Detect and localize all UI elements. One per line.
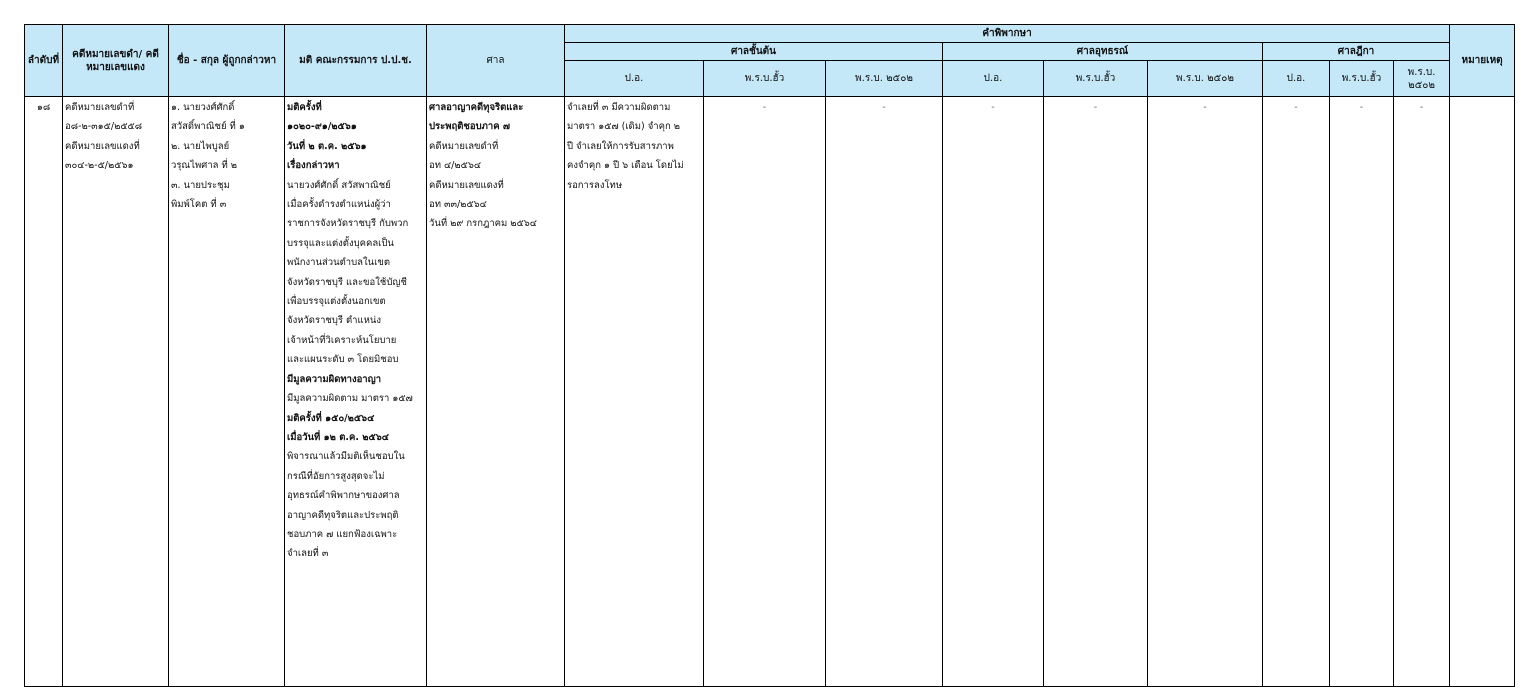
- header-court: ศาล: [427, 25, 565, 97]
- court-line: อท ๔/๒๕๖๔: [429, 160, 482, 172]
- resolution-line: เพื่อบรรจุแต่งตั้งนอกเขต: [287, 296, 386, 308]
- resolution-line: มีมูลความผิดตาม มาตรา ๑๕๗: [287, 393, 413, 405]
- header-case-numbers: คดีหมายเลขดำ/ คดีหมายเลขแดง: [63, 25, 169, 97]
- row-supreme-prb-2502: -: [1394, 97, 1450, 687]
- row-first-po: [565, 97, 704, 687]
- row-nacc-resolution: [285, 97, 427, 687]
- row-appeal-prb-2502: -: [1148, 97, 1263, 687]
- table-row: [25, 97, 1515, 687]
- court-line: ประพฤติชอบภาค ๗: [429, 121, 511, 133]
- header-first-prb-2502: พ.ร.บ. ๒๕๐๒: [826, 61, 943, 97]
- court-line: อท ๓๓/๒๕๖๔: [429, 199, 487, 211]
- header-order: ลำดับที่: [25, 25, 63, 97]
- row-first-prb-2502: -: [826, 97, 943, 687]
- row-remarks: [1450, 97, 1515, 687]
- resolution-line: ๑๐๒๐-๙๑/๒๕๖๑: [287, 121, 357, 133]
- court-line: ศาลอาญาคดีทุจริตและ: [429, 102, 524, 113]
- resolution-line: ราชการจังหวัดราชบุรี กับพวก: [287, 218, 409, 230]
- header-supreme-prb-hua: พ.ร.บ.ฮั้ว: [1330, 61, 1394, 97]
- resolution-line: พิจารณาแล้วมีมติเห็นชอบใน: [287, 451, 405, 463]
- judgment-table: [24, 24, 1515, 687]
- header-name: ชื่อ - สกุล ผู้ถูกกล่าวหา: [169, 25, 285, 97]
- row-supreme-prb-hua: -: [1330, 97, 1394, 687]
- resolution-line: พนักงานส่วนตำบลในเขต: [287, 257, 391, 269]
- judgment-line: จำเลยที่ ๓ มีความผิดตาม: [567, 102, 671, 113]
- header-supreme-po: ป.อ.: [1263, 61, 1330, 97]
- row-case-numbers: [63, 97, 169, 687]
- name-line: สวัสดิ์พาณิชย์ ที่ ๑: [171, 121, 245, 133]
- judgment-line: ปี จำเลยให้การรับสารภาพ: [567, 140, 674, 152]
- resolution-line: เมื่อครั้งดำรงตำแหน่งผู้ว่า: [287, 199, 391, 211]
- header-appeal-prb-hua: พ.ร.บ.ฮั้ว: [1044, 61, 1148, 97]
- resolution-line: ชอบภาค ๗ แยกฟ้องเฉพาะ: [287, 528, 398, 540]
- row-first-prb-hua: -: [704, 97, 826, 687]
- row-appeal-prb-hua: -: [1044, 97, 1148, 687]
- judgment-line: รอการลงโทษ: [567, 179, 623, 191]
- name-line: ๑. นายวงศ์ศักดิ์: [171, 102, 235, 113]
- name-line: ๒. นายไพบูลย์: [171, 140, 230, 152]
- resolution-line: มติครั้งที่: [287, 102, 322, 113]
- row-name: [169, 97, 285, 687]
- name-line: วรุณไพศาล ที่ ๒: [171, 160, 238, 172]
- header-supreme: ศาลฎีกา: [1263, 43, 1450, 61]
- resolution-line: จำเลยที่ ๓: [287, 548, 329, 560]
- resolution-line: และแผนระดับ ๓ โดยมิชอบ: [287, 354, 399, 366]
- resolution-line: มีมูลความผิดทางอาญา: [287, 373, 382, 385]
- court-line: คดีหมายเลขแดงที่: [429, 179, 504, 191]
- header-judgment: คำพิพากษา: [565, 25, 1450, 43]
- resolution-line: จังหวัดราชบุรี ตำแหน่ง: [287, 315, 382, 327]
- row-appeal-po: -: [943, 97, 1044, 687]
- resolution-line: วันที่ ๒ ต.ค. ๒๕๖๑: [287, 140, 367, 152]
- resolution-line: อาญาคดีทุจริตและประพฤติ: [287, 509, 399, 521]
- header-first-po: ป.อ.: [565, 61, 704, 97]
- row-supreme-po: -: [1263, 97, 1330, 687]
- court-line: คดีหมายเลขดำที่: [429, 140, 499, 152]
- header-appeal: ศาลอุทธรณ์: [943, 43, 1263, 61]
- resolution-line: บรรจุและแต่งตั้งบุคคลเป็น: [287, 237, 394, 249]
- header-supreme-prb-2502: พ.ร.บ. ๒๕๐๒: [1394, 61, 1450, 97]
- row-court: [427, 97, 565, 687]
- header-first-prb-hua: พ.ร.บ.ฮั้ว: [704, 61, 826, 97]
- case-line: คดีหมายเลขแดงที่: [65, 140, 140, 152]
- header-first-instance: ศาลชั้นต้น: [565, 43, 943, 61]
- case-line: อ๘-๒-๓๑๕/๒๕๕๘: [65, 121, 143, 133]
- header-appeal-po: ป.อ.: [943, 61, 1044, 97]
- resolution-line: เรื่องกล่าวหา: [287, 160, 340, 172]
- court-line: วันที่ ๒๙ กรกฎาคม ๒๕๖๔: [429, 218, 537, 230]
- judgment-line: คงจำคุก ๑ ปี ๖ เดือน โดยไม่: [567, 160, 684, 172]
- name-line: ๓. นายประชุม: [171, 179, 230, 191]
- resolution-line: กรณีที่อัยการสูงสุดจะไม่: [287, 470, 385, 482]
- header-remarks: หมายเหตุ: [1450, 25, 1515, 97]
- row-order: ๑๘: [25, 97, 63, 687]
- header-nacc-resolution: มติ คณะกรรมการ ป.ป.ช.: [285, 25, 427, 97]
- judgment-line: มาตรา ๑๕๗ (เดิม) จำคุก ๒: [567, 121, 681, 133]
- resolution-line: เมื่อวันที่ ๑๒ ต.ค. ๒๕๖๔: [287, 431, 389, 443]
- case-line: ๓๐๔-๒-๕/๒๕๖๑: [65, 160, 134, 172]
- name-line: พิมพ์โคต ที่ ๓: [171, 199, 227, 211]
- resolution-line: มติครั้งที่ ๑๕๐/๒๕๖๔: [287, 412, 375, 424]
- case-line: คดีหมายเลขดำที่: [65, 102, 135, 113]
- resolution-line: จังหวัดราชบุรี และขอใช้บัญชี: [287, 276, 407, 288]
- resolution-line: อุทธรณ์คำพิพากษาของศาล: [287, 490, 400, 502]
- resolution-line: นายวงศ์ศักดิ์ สวัสพาณิชย์: [287, 179, 391, 191]
- resolution-line: เจ้าหน้าที่วิเคราะห์นโยบาย: [287, 334, 397, 346]
- header-appeal-prb-2502: พ.ร.บ. ๒๕๐๒: [1148, 61, 1263, 97]
